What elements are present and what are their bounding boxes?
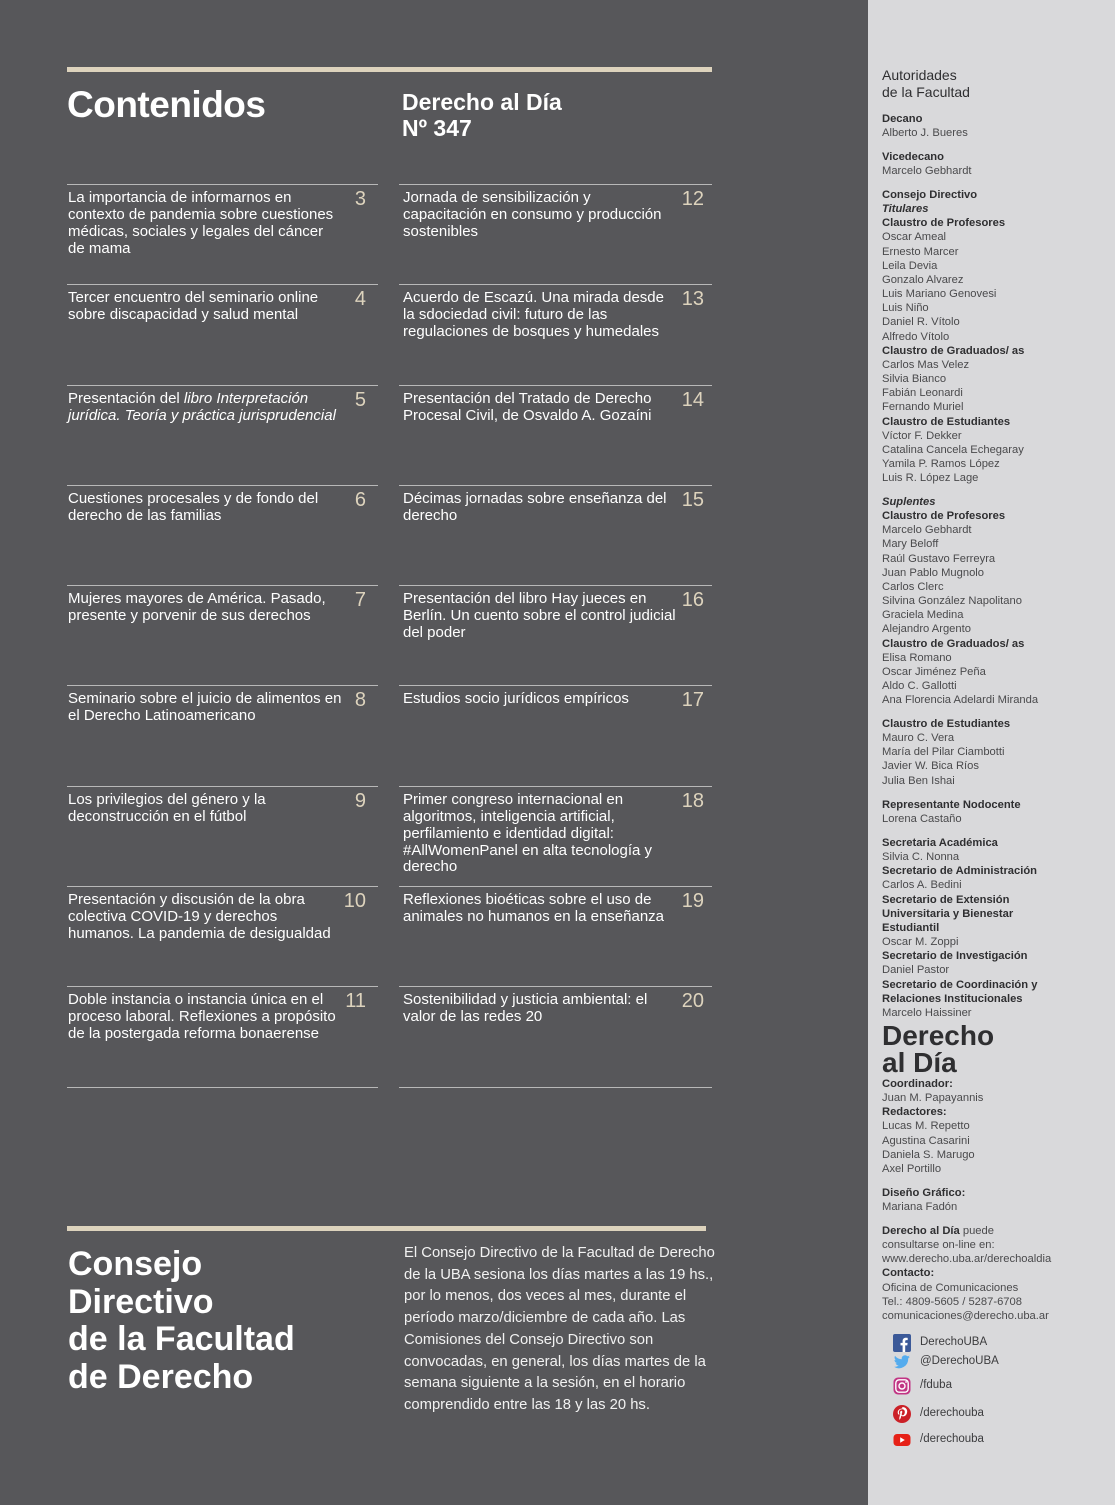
toc-item-title (68, 391, 342, 425)
consejo-heading-line: Directivo (68, 1282, 214, 1321)
member-name: Víctor F. Dekker (882, 429, 962, 442)
member-name: Ana Florencia Adelardi Miranda (882, 694, 1039, 707)
member-name: Alejandro Argento (882, 623, 971, 636)
toc-item[interactable] (67, 886, 378, 986)
nodocente-block (882, 798, 1107, 826)
diseno-block (882, 1186, 1107, 1214)
consulta-brand: Derecho al Día (882, 1225, 960, 1237)
consejo-titulares-block (882, 188, 1107, 485)
toc-bottom-rule (399, 1087, 712, 1088)
social-label: @DerechoUBA (920, 1355, 999, 1367)
social-label: /fduba (920, 1379, 952, 1391)
toc-item-title: Tercer encuentro del seminario online sobre discapacidad y salud mental (68, 289, 319, 324)
redactor-name: Agustina Casarini (882, 1134, 970, 1147)
toc-item-title: Acuerdo de Escazú. Una mirada desde la sdociedad civil: futuro de las regulaciones de bosques y humedales (403, 289, 664, 341)
sec-academica-label: Secretaria Académica (882, 837, 998, 849)
brand-line: al Día (882, 1047, 957, 1078)
toc-item[interactable] (399, 184, 712, 284)
toc-item[interactable] (67, 385, 378, 485)
member-name: Carlos Clerc (882, 580, 944, 593)
claustro-profesores-label: Claustro de Profesores (882, 217, 1006, 230)
contact-block (882, 1224, 1107, 1323)
toc-item-title: Presentación del Tratado de Derecho Procesal Civil, de Osvaldo A. Gozaíni (403, 389, 652, 424)
secretarias-block (882, 836, 1107, 1020)
toc-item-title: La importancia de informarnos en contexto de pandemia sobre cuestiones médicas, sociales y legales del cáncer de mama (68, 189, 334, 257)
suplentes-label: Suplentes (882, 496, 936, 508)
member-name: Gonzalo Alvarez (882, 273, 964, 286)
member-name: Graciela Medina (882, 609, 964, 622)
member-name: Fernando Muriel (882, 401, 964, 414)
member-name: Mauro C. Vera (882, 732, 955, 745)
toc-item-title: Primer congreso internacional en algoritmos, inteligencia artificial, perfilamiento e identidad digital: #AllWomenPanel en alta tecnología y derecho (403, 790, 653, 876)
toc-item-title: Presentación y discusión de la obra colectiva COVID-19 y derechos humanos. La pandemia de desigualdad (68, 891, 331, 942)
member-name: Juan Pablo Mugnolo (882, 566, 985, 579)
sidebar-heading-line: de la Facultad (882, 83, 970, 100)
staff-block (882, 1077, 1107, 1176)
twitter-icon (893, 1353, 911, 1371)
social-label: DerechoUBA (920, 1336, 988, 1348)
toc-page-number: 11 (345, 990, 366, 1013)
contacto-phone: Tel.: 4809-5605 / 5287-6708 (882, 1295, 1022, 1308)
sidebar-brand (882, 1022, 1107, 1076)
toc-item-title: Cuestiones procesales y de fondo del derecho de las familias (68, 489, 319, 524)
redactores-label: Redactores: (882, 1106, 947, 1119)
consejo-heading-line: Consejo (68, 1245, 203, 1283)
toc-item[interactable] (67, 786, 378, 886)
toc-item-title: Mujeres mayores de América. Pasado, presente y porvenir de sus derechos (68, 590, 326, 625)
consulta-line: consultarse on-line en: (882, 1239, 995, 1252)
toc-item[interactable] (67, 986, 378, 1086)
claustro-estudiantes-label: Claustro de Estudiantes (882, 718, 1011, 730)
nodocente-label: Representante Nodocente (882, 799, 1021, 811)
consejo-heading (68, 1246, 295, 1396)
social-label: /derechouba (920, 1433, 984, 1445)
coordinador-label: Coordinador: (882, 1078, 953, 1090)
vicedecano-block (882, 150, 1107, 178)
email-link[interactable]: comunicaciones@derecho.uba.ar (882, 1309, 1049, 1322)
sec-extension-label: Universitaria y Bienestar (882, 907, 1014, 920)
issue-number: Nº 347 (402, 115, 472, 141)
diseno-label: Diseño Gráfico: (882, 1187, 966, 1199)
member-name: María del Pilar Ciambotti (882, 746, 1005, 759)
member-name: Luis Niño (882, 302, 929, 315)
toc-page-number: 14 (681, 388, 704, 411)
sec-administracion-label: Secretario de Administración (882, 865, 1038, 878)
toc-item[interactable] (399, 585, 712, 685)
toc-page-number: 4 (354, 288, 366, 311)
bottom-gold-rule (67, 1226, 706, 1231)
sec-coordinacion-label: Relaciones Institucionales (882, 992, 1023, 1005)
member-name: Oscar Ameal (882, 231, 947, 244)
member-name: Marcelo Gebhardt (882, 524, 972, 537)
toc-item[interactable] (399, 986, 712, 1086)
sec-coordinacion-name: Marcelo Haissiner (882, 1006, 972, 1019)
toc-item-title-plain: Presentación del (68, 389, 184, 407)
toc-item[interactable] (399, 284, 712, 384)
decano-label: Decano (882, 113, 923, 125)
toc-item[interactable] (67, 184, 378, 284)
toc-page-number: 6 (354, 488, 366, 511)
member-name: Aldo C. Gallotti (882, 680, 957, 693)
redactor-name: Lucas M. Repetto (882, 1120, 970, 1133)
decano-block (882, 112, 1107, 140)
toc-page-number: 5 (354, 388, 366, 411)
page-title: Contenidos (67, 84, 266, 125)
toc-item[interactable] (67, 485, 378, 585)
member-name: Mary Beloff (882, 538, 939, 551)
sidebar-heading-line: Autoridades (882, 67, 957, 83)
toc-page-number: 8 (354, 689, 366, 712)
toc-item-title: Reflexiones bioéticas sobre el uso de animales no humanos en la enseñanza (403, 891, 665, 925)
toc-item-title: Doble instancia o instancia única en el proceso laboral. Reflexiones a propósito de la postergada reforma bonaerense (68, 991, 336, 1043)
sec-academica-name: Silvia C. Nonna (882, 851, 960, 864)
toc-bottom-rule (67, 1087, 378, 1088)
toc-page-number: 20 (681, 990, 704, 1013)
diseno-name: Mariana Fadón (882, 1201, 958, 1214)
suplentes-estudiantes-block (882, 717, 1107, 788)
consejo-suplentes-block (882, 495, 1107, 707)
consejo-directivo-label: Consejo Directivo (882, 189, 978, 201)
vicedecano-name: Marcelo Gebhardt (882, 165, 972, 178)
toc-item[interactable] (399, 786, 712, 886)
contacto-label: Contacto: (882, 1267, 935, 1280)
publication-title (402, 89, 562, 141)
member-name: Silvina González Napolitano (882, 595, 1022, 608)
member-name: Silvia Bianco (882, 373, 947, 386)
facebook-icon (893, 1334, 911, 1352)
toc-left-column (67, 184, 378, 1088)
toc-item-title: Los privilegios del género y la deconstrucción en el fútbol (68, 790, 266, 825)
claustro-graduados-label: Claustro de Graduados/ as (882, 637, 1025, 650)
toc-item[interactable] (399, 385, 712, 485)
member-name: Raúl Gustavo Ferreyra (882, 552, 996, 565)
member-name: Javier W. Bica Ríos (882, 760, 979, 773)
toc-item-title: Jornada de sensibilización y capacitación en consumo y producción sostenibles (403, 189, 662, 240)
toc-item[interactable] (399, 485, 712, 585)
toc-right-column (399, 184, 712, 1088)
member-name: Catalina Cancela Echegaray (882, 443, 1024, 456)
instagram-icon (893, 1377, 911, 1395)
toc-item-title-italic: libro Interpretación jurídica. Teoría y práctica jurisprudencial (68, 389, 336, 424)
publication-name: Derecho al Día (402, 89, 562, 115)
toc-item[interactable] (67, 585, 378, 685)
toc-item[interactable] (399, 886, 712, 986)
toc-page-number: 18 (681, 789, 704, 812)
website-link[interactable]: www.derecho.uba.ar/derechoaldia (882, 1253, 1052, 1266)
member-name: Luis R. López Lage (882, 472, 979, 485)
sec-extension-label: Estudiantil (882, 921, 940, 934)
toc-item[interactable] (67, 685, 378, 785)
toc-page-number: 17 (681, 689, 704, 712)
toc-page-number: 7 (354, 589, 366, 612)
sec-extension-name: Oscar M. Zoppi (882, 936, 959, 949)
member-name: Fabián Leonardi (882, 387, 963, 400)
toc-page-number: 10 (343, 890, 366, 913)
member-name: Ernesto Marcer (882, 245, 959, 258)
pinterest-icon (893, 1405, 911, 1423)
claustro-profesores-label: Claustro de Profesores (882, 510, 1006, 523)
toc-item-title: Estudios socio jurídicos empíricos (403, 690, 629, 708)
toc-page-number: 15 (681, 488, 704, 511)
consulta-line (882, 1224, 1107, 1238)
member-name: Elisa Romano (882, 651, 952, 664)
sec-investigacion-label: Secretario de Investigación (882, 950, 1028, 963)
member-name: Luis Mariano Genovesi (882, 288, 997, 301)
contacto-office: Oficina de Comunicaciones (882, 1281, 1019, 1294)
nodocente-name: Lorena Castaño (882, 813, 962, 826)
sec-investigacion-name: Daniel Pastor (882, 964, 950, 977)
toc-item-title: Décimas jornadas sobre enseñanza del derecho (403, 489, 667, 524)
vicedecano-label: Vicedecano (882, 151, 944, 163)
sidebar-heading (882, 67, 1107, 100)
sec-administracion-name: Carlos A. Bedini (882, 879, 962, 892)
claustro-graduados-label: Claustro de Graduados/ as (882, 344, 1025, 357)
consejo-heading-line: de Derecho (68, 1357, 254, 1396)
brand-line: Derecho (882, 1020, 995, 1051)
toc-item-title: Sostenibilidad y justicia ambiental: el valor de las redes 20 (403, 991, 648, 1026)
member-name: Carlos Mas Velez (882, 358, 970, 371)
toc-item[interactable] (67, 284, 378, 384)
member-name: Daniel R. Vítolo (882, 316, 960, 329)
decano-name: Alberto J. Bueres (882, 127, 968, 140)
coordinador-name: Juan M. Papayannis (882, 1092, 984, 1105)
toc-item-title: Seminario sobre el juicio de alimentos en el Derecho Latinoamericano (68, 690, 342, 725)
sec-coordinacion-label: Secretario de Coordinación y (882, 978, 1038, 991)
youtube-icon (893, 1431, 911, 1449)
sec-extension-label: Secretario de Extensión (882, 893, 1010, 906)
toc-item[interactable] (399, 685, 712, 785)
toc-page-number: 3 (354, 188, 366, 210)
toc-page-number: 9 (354, 789, 366, 812)
member-name: Oscar Jiménez Peña (882, 665, 986, 678)
toc-page-number: 12 (681, 188, 704, 210)
titulares-label: Titulares (882, 203, 929, 216)
social-label: /derechouba (920, 1407, 984, 1419)
member-name: Yamila P. Ramos López (882, 457, 1000, 470)
consejo-heading-line: de la Facultad (68, 1320, 295, 1358)
toc-page-number: 13 (681, 288, 704, 311)
redactor-name: Axel Portillo (882, 1162, 942, 1175)
top-gold-rule (67, 67, 712, 72)
consejo-description: El Consejo Directivo de la Facultad de Derecho de la UBA sesiona los días martes a las 19 hs., por lo menos, dos veces al mes, durante el período marzo/diciembre de cada año. Las Comisiones del Consejo Directivo son convocadas, en general, los días martes de la semana siguiente a la sesión, en el horario comprendido entre las 18 y las 20 hs. (404, 1245, 715, 1413)
consulta-rest: puede (959, 1225, 994, 1237)
toc-item-title: Presentación del libro Hay jueces en Berlín. Un cuento sobre el control judicial del poder (403, 590, 676, 641)
member-name: Alfredo Vítolo (882, 330, 950, 343)
toc-page-number: 16 (681, 589, 704, 612)
member-name: Julia Ben Ishai (882, 774, 955, 787)
claustro-estudiantes-label: Claustro de Estudiantes (882, 415, 1011, 428)
member-name: Leila Devia (882, 259, 938, 272)
toc-page-number: 19 (681, 890, 704, 913)
redactor-name: Daniela S. Marugo (882, 1148, 975, 1161)
